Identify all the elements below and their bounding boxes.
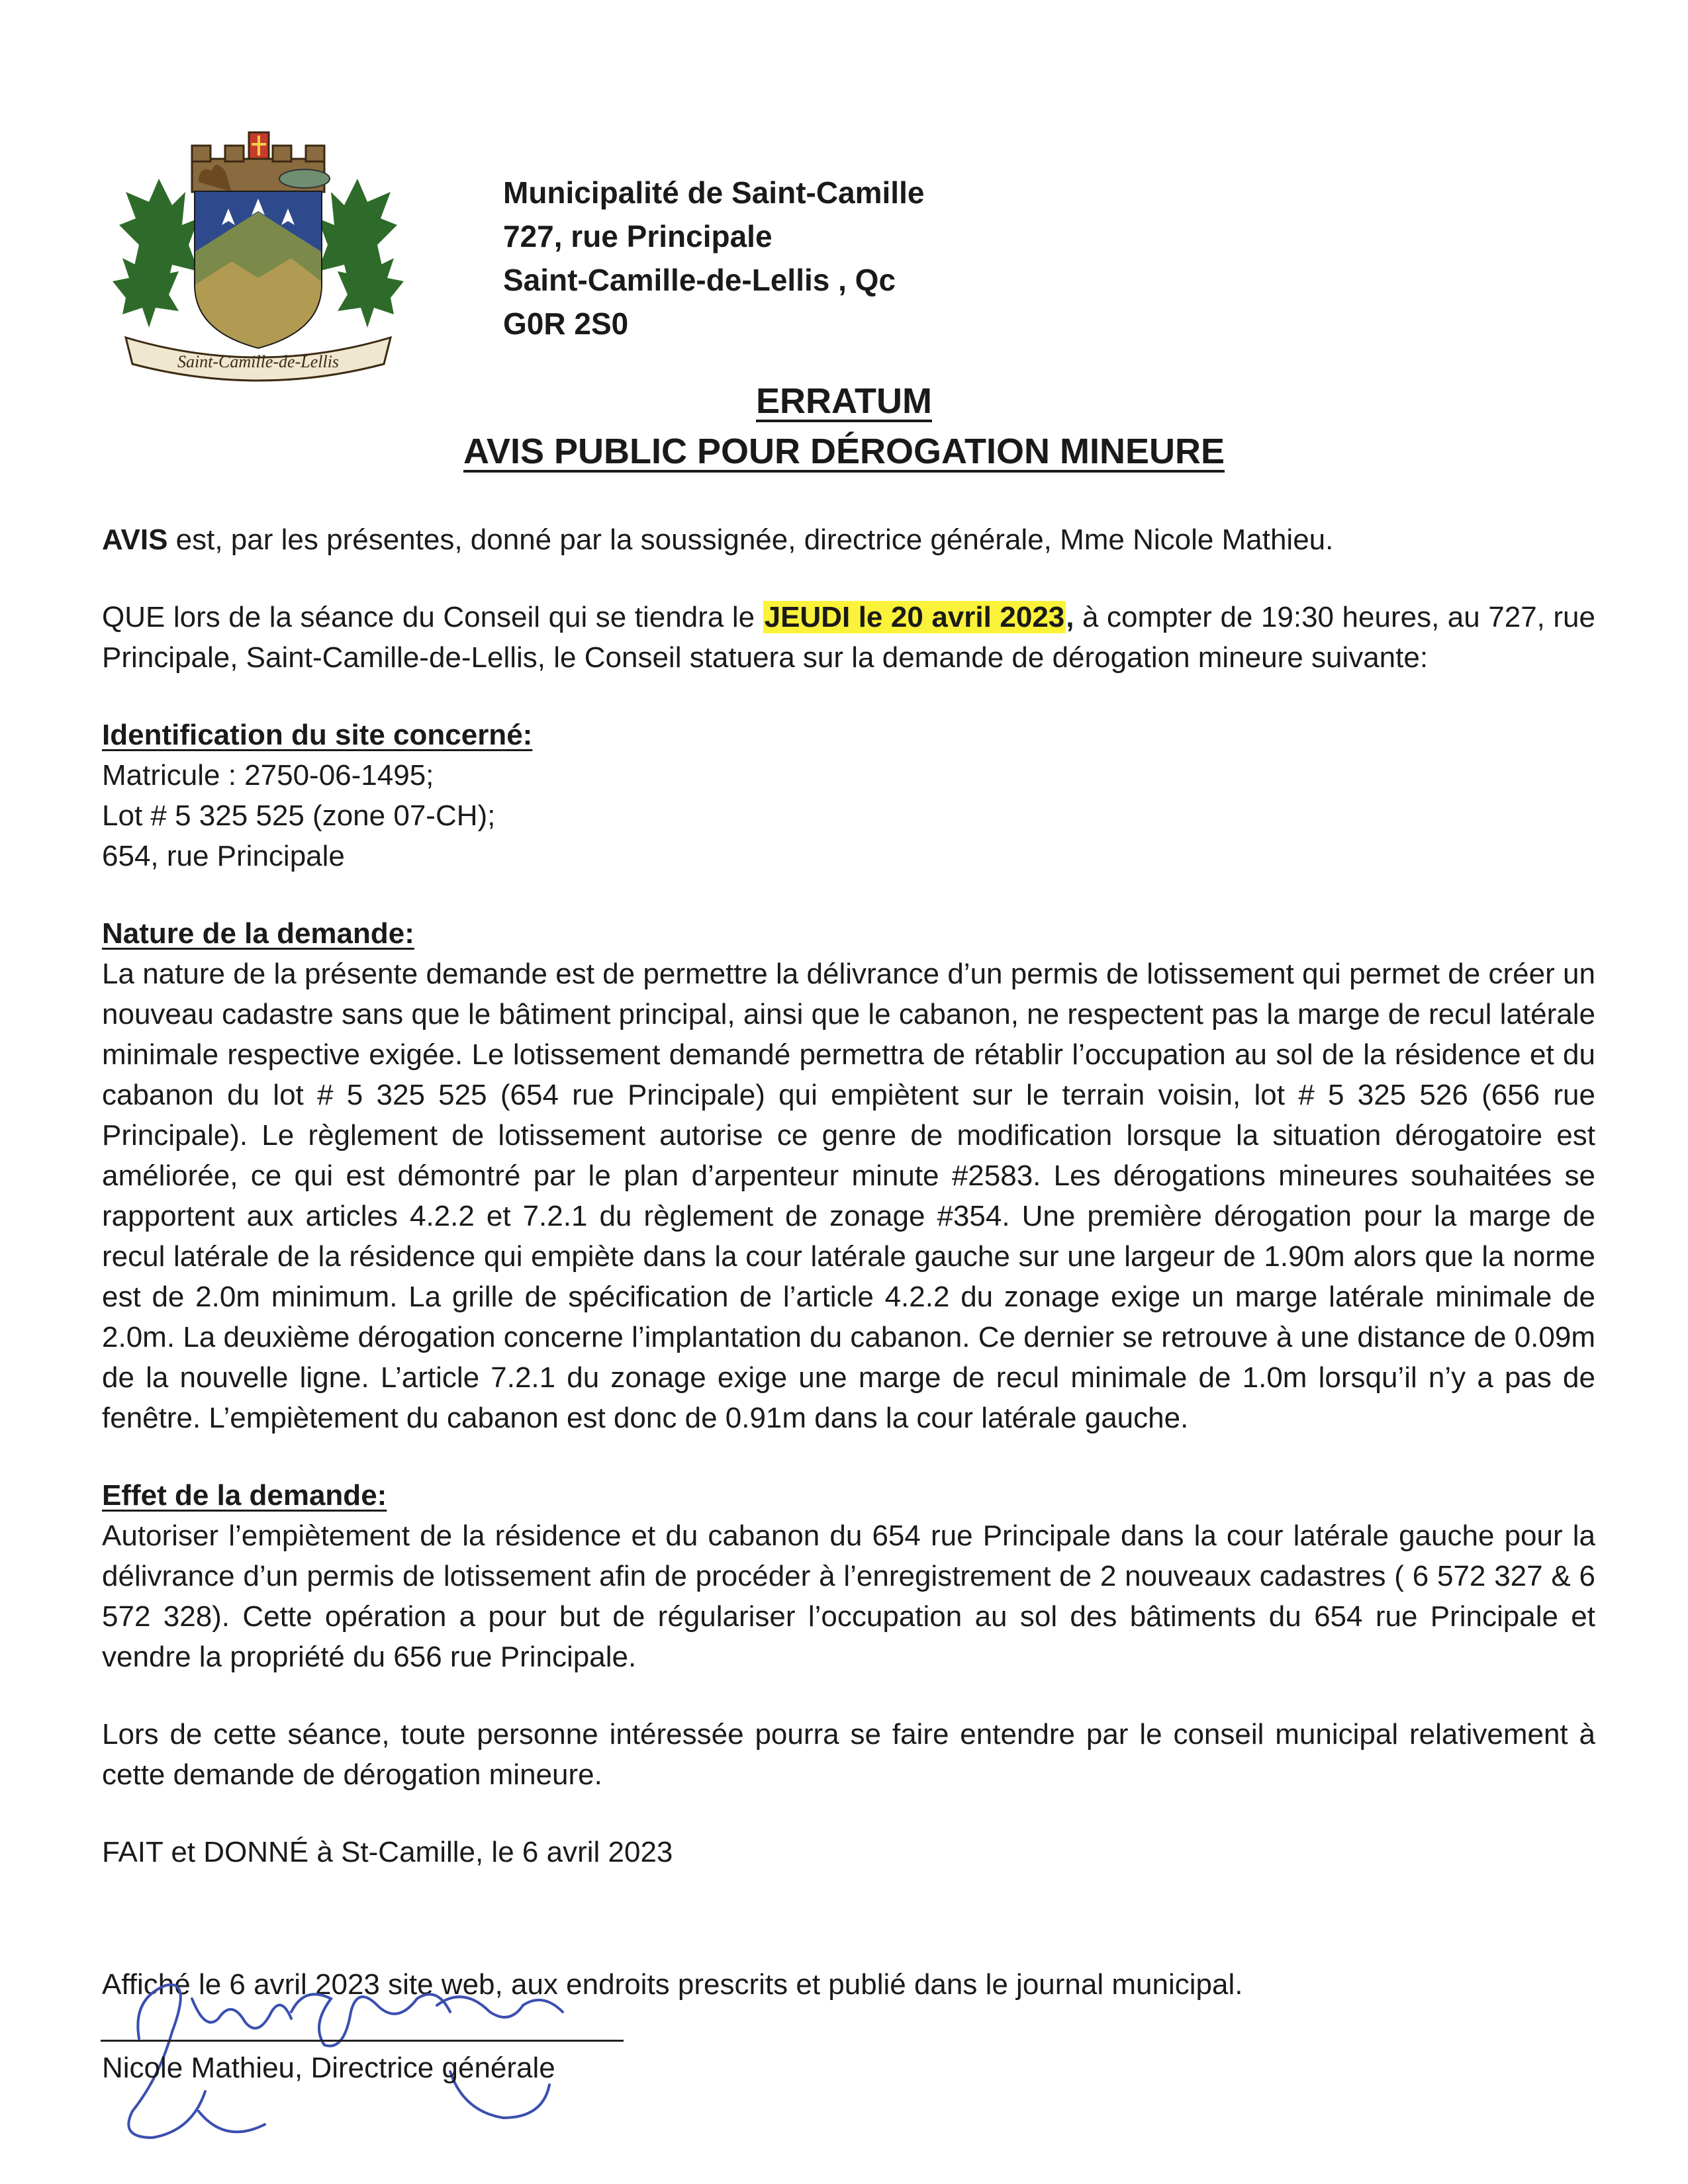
address-line: G0R 2S0	[503, 306, 629, 341]
site-line: Lot # 5 325 525 (zone 07-CH);	[102, 799, 496, 832]
site-line: 654, rue Principale	[102, 840, 345, 872]
que-text-after: à compter de 19:30 heures, au 727, rue Principale, Saint-Camille-de-Lellis, le Conseil statuera sur la demande de dérogation mineure suivante:	[102, 601, 1595, 674]
avis-paragraph	[102, 520, 1595, 560]
que-text-before: QUE lors de la séance du Conseil qui se tiendra le	[102, 601, 763, 633]
notice-body	[102, 520, 1595, 1872]
site-heading: Identification du site concerné:	[102, 719, 533, 751]
logo-motto: Saint-Camille-de-Lellis	[177, 352, 340, 371]
avis-bold: AVIS	[102, 523, 168, 556]
municipal-coat-of-arms-logo	[99, 119, 417, 384]
address-line: 727, rue Principale	[503, 219, 773, 253]
meeting-date-highlight: JEUDI le 20 avril 2023	[764, 601, 1065, 633]
erratum-title: ERRATUM	[756, 381, 932, 421]
nature-text: La nature de la présente demande est de permettre la délivrance d’un permis de lotissement qui permet de créer un nouveau cadastre sans que le bâtiment principal, ainsi que le cabanon, ne respectent pas la marge de recul latérale minimale respective exigée. Le lotissement demandé permettra de rétablir l’occupation au sol de la résidence et du cabanon du lot # 5 325 525 (654 rue Principale) qui empiètent sur le terrain voisin, lot # 5 325 526 (656 rue Principale). Le règlement de lotissement autorise ce genre de modification lorsque la situation dérogatoire est améliorée, ce qui est démontré par le plan d’arpenteur minute #2583. Les dérogations mineures souhaitées se rapportent aux articles 4.2.2 et 7.2.1 du règlement de zonage #354. Une première dérogation pour la marge de recul latérale de la résidence qui empiète dans la cour latérale gauche sur une largeur de 1.90m alors que la norme est de 2.0m minimum. La grille de spécification de l’article 4.2.2 du zonage exige un marge latérale minimale de 2.0m. La deuxième dérogation concerne l’implantation du cabanon. Ce dernier se retrouve à une distance de 0.09m de la nouvelle ligne. L’article 7.2.1 du zonage exige une marge de recul minimale de 1.0m lorsqu’il n’y a pas de fenêtre. L’empiètement du cabanon est donc de 0.91m dans la cour latérale gauche.	[102, 958, 1595, 1434]
que-paragraph	[102, 597, 1595, 678]
effet-heading: Effet de la demande:	[102, 1479, 387, 1512]
fait-paragraph: FAIT et DONNÉ à St-Camille, le 6 avril 2023	[102, 1836, 673, 1868]
que-comma: ,	[1066, 601, 1074, 633]
seance-paragraph: Lors de cette séance, toute personne intéressée pourra se faire entendre par le conseil municipal relativement à cette demande de dérogation mineure.	[102, 1718, 1595, 1791]
notice-title-block	[0, 376, 1688, 477]
address-line: Municipalité de Saint-Camille	[503, 175, 925, 210]
site-line: Matricule : 2750-06-1495;	[102, 759, 434, 792]
avis-text: est, par les présentes, donné par la soussignée, directrice générale, Mme Nicole Mathieu.	[167, 523, 1334, 556]
nature-heading: Nature de la demande:	[102, 917, 414, 950]
municipality-address	[503, 171, 924, 345]
posting-notice: Affiché le 6 avril 2023 site web, aux endroits prescrits et publié dans le journal municipal.	[102, 1968, 1243, 2001]
effet-text: Autoriser l’empiètement de la résidence et du cabanon du 654 rue Principale dans la cour latérale gauche pour la délivrance d’un permis de lotissement afin de procéder à l’enregistrement de 2 nouveaux cadastres ( 6 572 327 & 6 572 328). Cette opération a pour but de régulariser l’occupation au sol des bâtiments du 654 rue Principale et vendre la propriété du 656 rue Principale.	[102, 1520, 1595, 1673]
address-line: Saint-Camille-de-Lellis , Qc	[503, 263, 896, 297]
signatory-name: Nicole Mathieu, Directrice générale	[102, 2052, 555, 2084]
signature-line	[101, 2040, 624, 2042]
notice-title: AVIS PUBLIC POUR DÉROGATION MINEURE	[463, 432, 1225, 471]
